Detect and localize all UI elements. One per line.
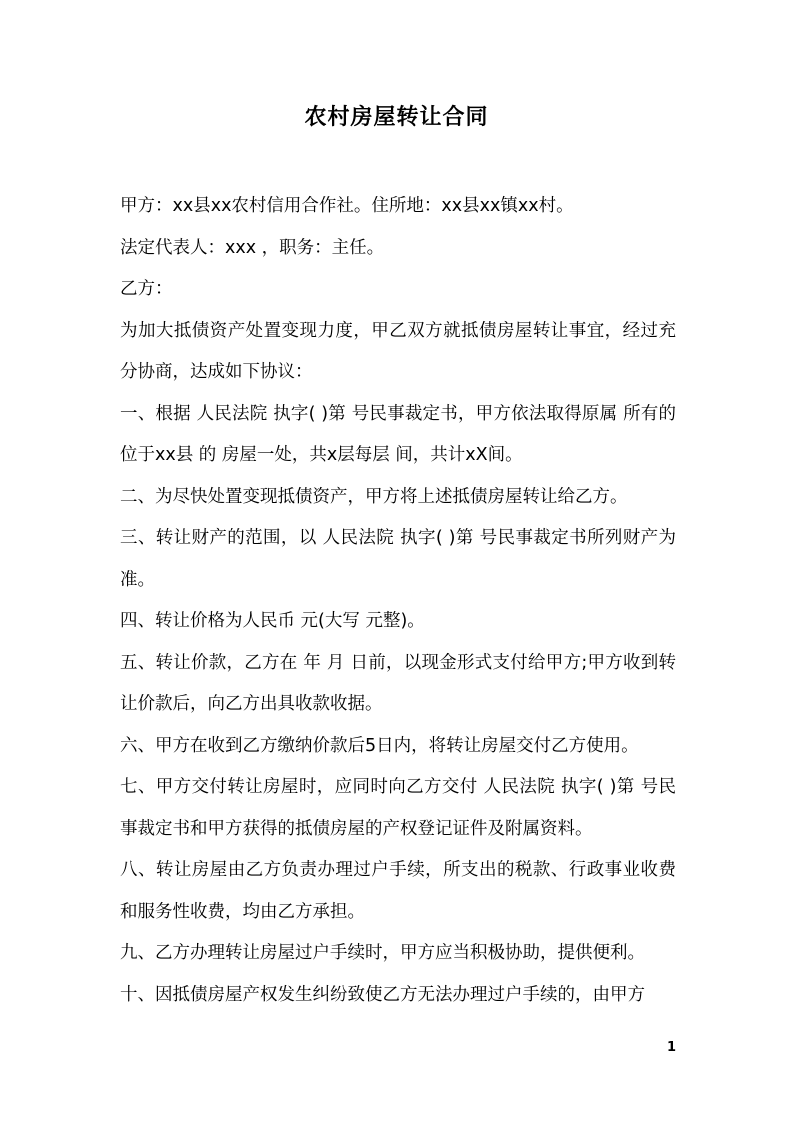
paragraph-preamble: 为加大抵债资产处置变现力度，甲乙双方就抵债房屋转让事宜，经过充分协商，达成如下协议： (120, 320, 676, 382)
paragraph-party-a: 甲方：xx县xx农村信用合作社。住所地：xx县xx镇xx村。 (120, 196, 574, 216)
clause-9: 九、乙方办理转让房屋过户手续时，甲方应当积极协助，提供便利。 (120, 943, 645, 963)
clause-1: 一、根据 人民法院 执字( )第 号民事裁定书，甲方依法取得原属 所有的位于xx县 的 房屋一处，共x层每层 间，共计xX间。 (120, 403, 676, 465)
document-body (120, 186, 676, 1016)
clause-8: 八、转让房屋由乙方负责办理过户手续，所支出的税款、行政事业收费和服务性收费，均由乙方承担。 (120, 860, 676, 922)
clause-3: 三、转让财产的范围，以 人民法院 执字( )第 号民事裁定书所列财产为准。 (120, 528, 676, 590)
clause-2: 二、为尽快处置变现抵债资产，甲方将上述抵债房屋转让给乙方。 (120, 486, 628, 507)
clause-10: 十、因抵债房屋产权发生纠纷致使乙方无法办理过户手续的，由甲方 (120, 984, 645, 1005)
clause-5: 五、转让价款，乙方在 年 月 日前，以现金形式支付给甲方;甲方收到转让价款后，向乙方出具收款收据。 (120, 652, 676, 714)
document-title: 农村房屋转让合同 (304, 105, 489, 130)
page-number: 1 (666, 1040, 676, 1055)
paragraph-legal-representative: 法定代表人：xxx ，职务：主任。 (120, 237, 385, 258)
paragraph-party-b: 乙方： (120, 279, 173, 299)
clause-6: 六、甲方在收到乙方缴纳价款后5日内，将转让房屋交付乙方使用。 (120, 735, 639, 756)
clause-7: 七、甲方交付转让房屋时，应同时向乙方交付 人民法院 执字( )第 号民事裁定书和甲方获得的抵债房屋的产权登记证件及附属资料。 (120, 777, 676, 839)
clause-4: 四、转让价格为人民币 元(大写 元整)。 (120, 611, 425, 631)
